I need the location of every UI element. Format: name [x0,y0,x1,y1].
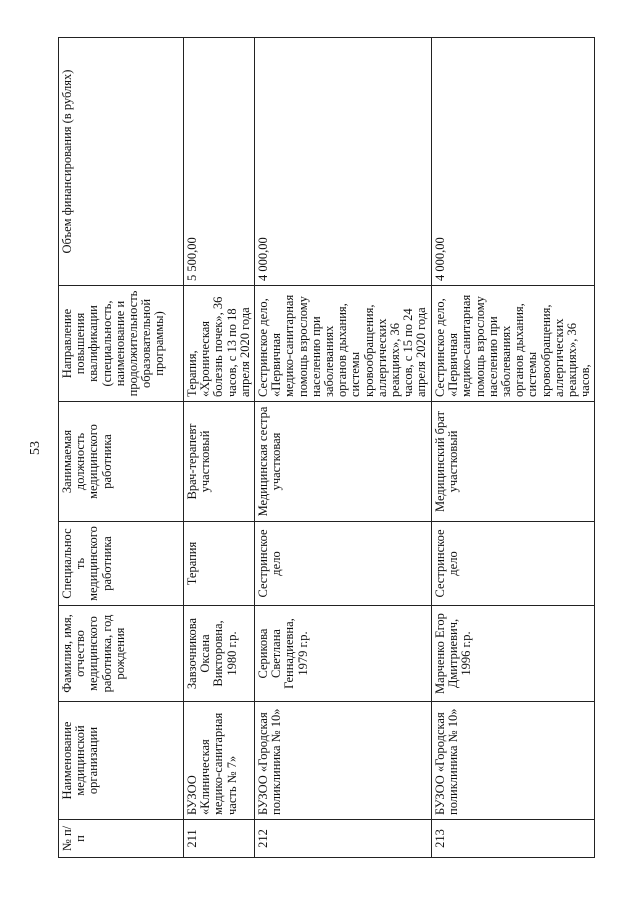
header-name: Фамилия, имя, отчество медицинского работника, год рождения [59,606,184,702]
row-specialty: Сестринское дело [432,522,595,606]
row-specialty: Сестринское дело [255,522,432,606]
row-num: 213 [432,820,595,858]
row-org: БУЗОО «Клиническая медико-санитарная часть № 7» [184,702,255,820]
row-name: Марченко Егор Дмитриевич, 1996 г.р. [432,606,595,702]
header-position: Занимаемая должность медицинского работника [59,402,184,522]
header-specialty: Специальность медицинского работника [59,522,184,606]
page-number: 53 [28,441,43,455]
header-num: № п/п [59,820,184,858]
header-org: Наименование медицинской организации [59,702,184,820]
row-org: БУЗОО «Городская поликлиника № 10» [255,702,432,820]
row-position: Врач-терапевт участковый [184,402,255,522]
rotated-page-content [58,38,628,858]
training-table [58,37,595,858]
row-position: Медицинская сестра участковая [255,402,432,522]
row-amount: 5 500,00 [184,38,255,286]
row-direction: Сестринское дело, «Первичная медико-санитарная помощь взрослому населению при заболеваниях органов дыхания, системы кровообращения, аллергических реакциях», 36 часов, с 15 по 24 апреля 2020 года [255,286,432,402]
row-direction: Терапия, «Хроническая болезнь почек», 36 часов, с 13 по 18 апреля 2020 года [184,286,255,402]
header-direction: Направление повышения квалификации (специальность, наименование и продолжительность образовательной программы) [59,286,184,402]
row-num: 211 [184,820,255,858]
row-position: Медицинский брат участковый [432,402,595,522]
row-amount: 4 000,00 [432,38,595,286]
row-direction: Сестринское дело, «Первичная медико-санитарная помощь взрослому населению при заболеваниях органов дыхания, системы кровообращения, аллергических реакциях», 36 часов, [432,286,595,402]
row-org: БУЗОО «Городская поликлиника № 10» [432,702,595,820]
row-name: Серикова Светлана Геннадиевна, 1979 г.р. [255,606,432,702]
row-amount: 4 000,00 [255,38,432,286]
row-name: Завзочникова Оксана Викторовна, 1980 г.р. [184,606,255,702]
table-row [255,38,432,858]
header-amount: Объем финансирования (в рублях) [59,38,184,286]
table-row [432,38,595,858]
table-header-row [59,38,184,858]
row-num: 212 [255,820,432,858]
row-specialty: Терапия [184,522,255,606]
table-row [184,38,255,858]
